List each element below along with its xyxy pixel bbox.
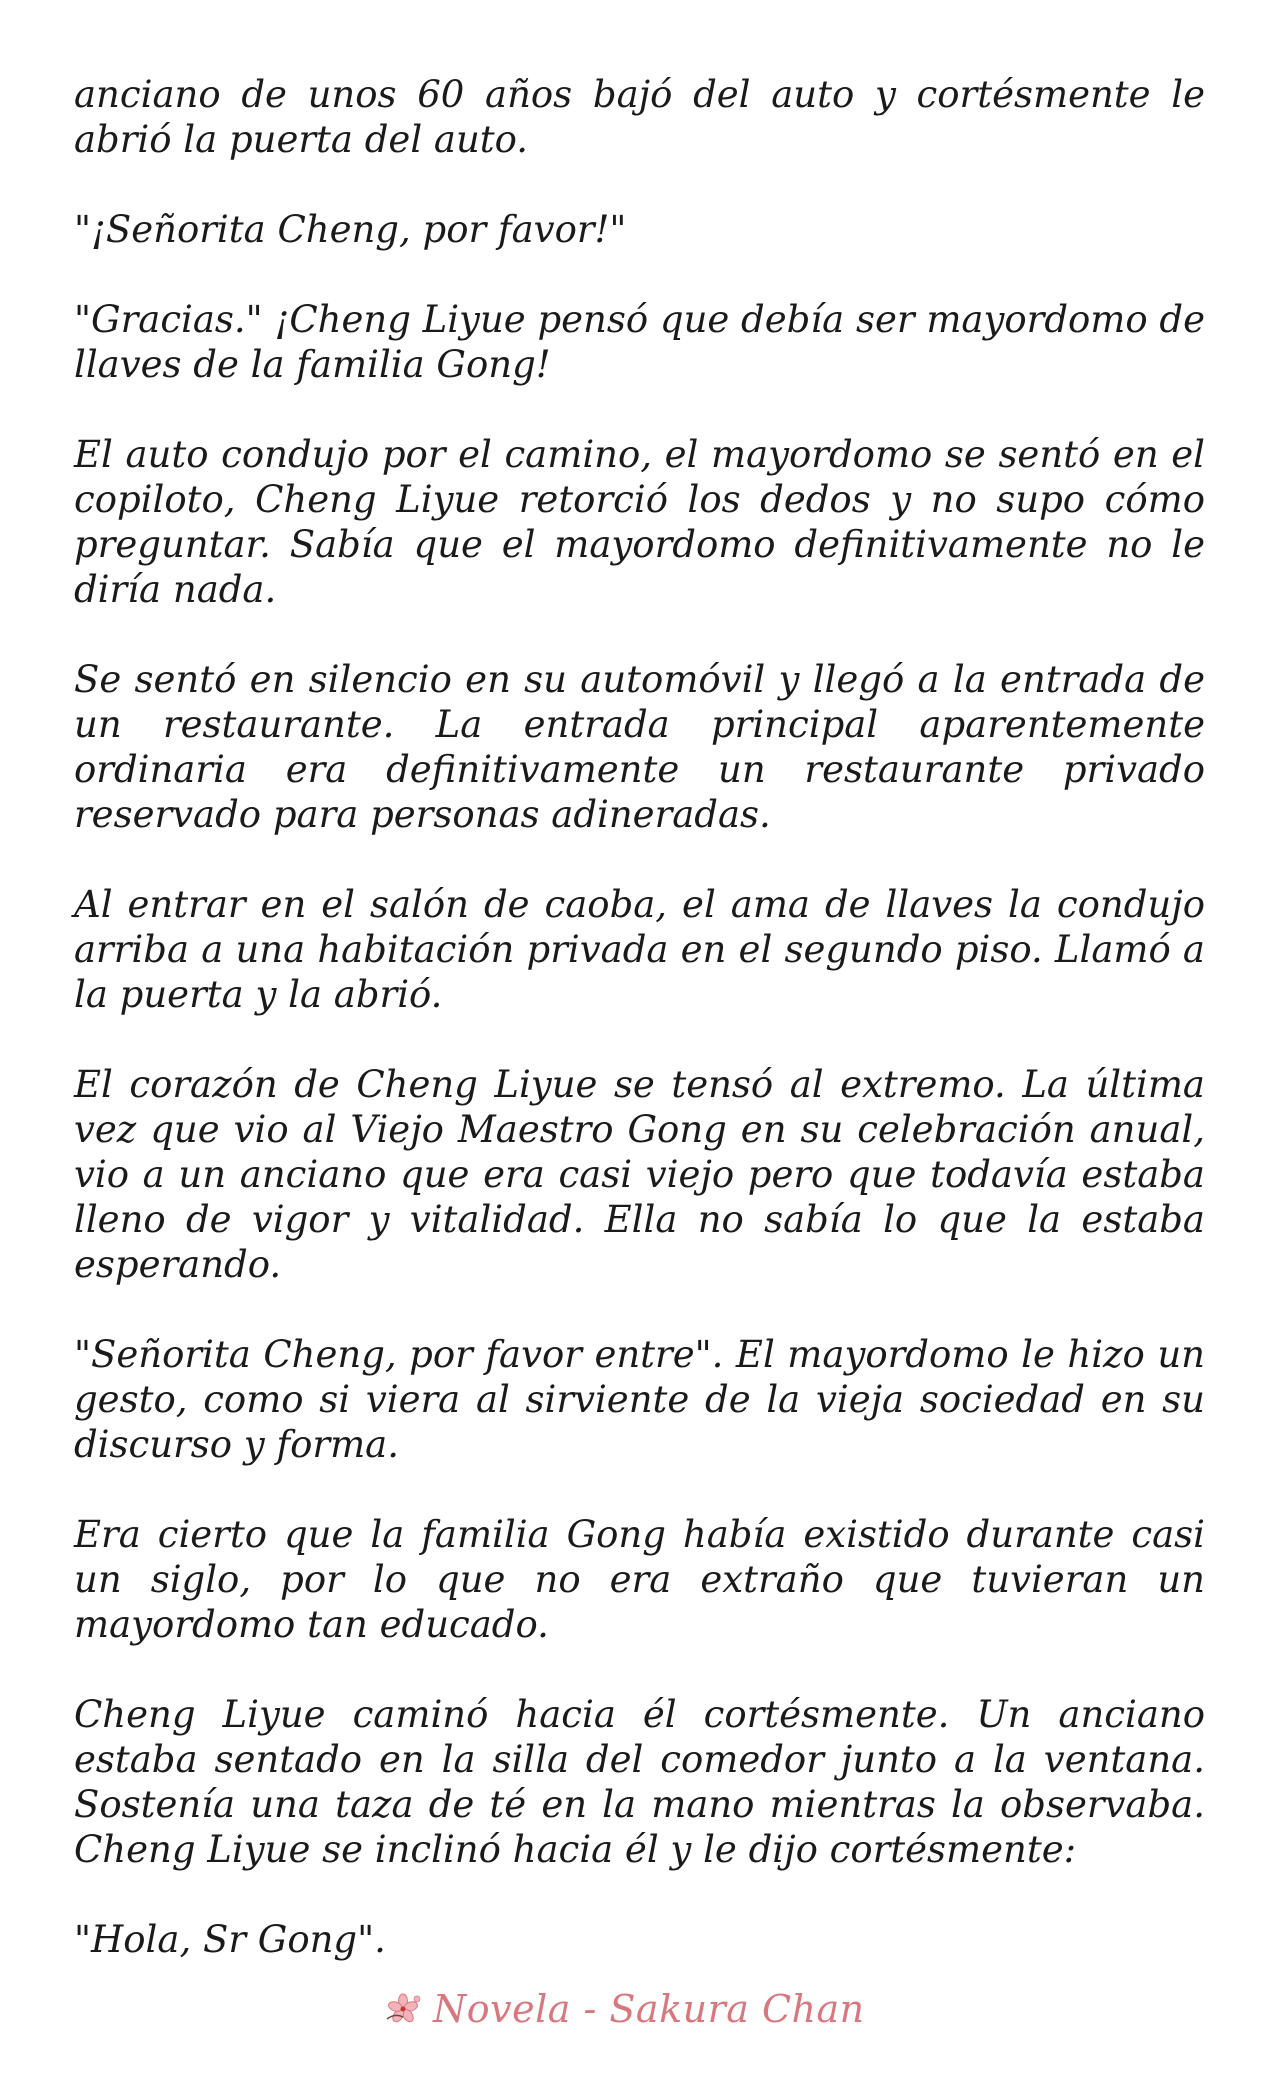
- paragraph: "¡Señorita Cheng, por favor!": [74, 208, 627, 251]
- sakura-flower-icon: [385, 1989, 425, 2029]
- paragraph: "Gracias." ¡Cheng Liyue pensó que debía ser mayordomo de llaves de la familia Gong!: [74, 298, 1205, 386]
- paragraph: Al entrar en el salón de caoba, el ama de llaves la condujo arriba a una habitación privada en el segundo piso. Llamó a la puerta y la abrió.: [74, 883, 1205, 1016]
- paragraph: Cheng Liyue caminó hacia él cortésmente. Un anciano estaba sentado en la silla del comedor junto a la ventana. Sostenía una taza de té en la mano mientras la observaba. Cheng Liyue se inclinó hacia él y le dijo cortésmente:: [74, 1693, 1205, 1871]
- watermark: [385, 1985, 865, 2033]
- paragraph: "Hola, Sr Gong".: [74, 1918, 386, 1961]
- paragraph: Se sentó en silencio en su automóvil y llegó a la entrada de un restaurante. La entrada principal aparentemente ordinaria era definitivamente un restaurante privado reservado para personas adineradas.: [74, 658, 1205, 836]
- story-text: [74, 72, 1205, 2007]
- paragraph: Era cierto que la familia Gong había existido durante casi un siglo, por lo que no era extraño que tuvieran un mayordomo tan educado.: [74, 1513, 1205, 1646]
- paragraph: anciano de unos 60 años bajó del auto y cortésmente le abrió la puerta del auto.: [74, 73, 1205, 161]
- paragraph: El auto condujo por el camino, el mayordomo se sentó en el copiloto, Cheng Liyue retorció los dedos y no supo cómo preguntar. Sabía que el mayordomo definitivamente no le diría nada.: [74, 433, 1205, 611]
- watermark-text: Novela - Sakura Chan: [433, 1987, 865, 2031]
- paragraph: "Señorita Cheng, por favor entre". El mayordomo le hizo un gesto, como si viera al sirviente de la vieja sociedad en su discurso y forma.: [74, 1333, 1205, 1466]
- paragraph: El corazón de Cheng Liyue se tensó al extremo. La última vez que vio al Viejo Maestro Gong en su celebración anual, vio a un anciano que era casi viejo pero que todavía estaba lleno de vigor y vitalidad. Ella no sabía lo que la estaba esperando.: [74, 1063, 1205, 1286]
